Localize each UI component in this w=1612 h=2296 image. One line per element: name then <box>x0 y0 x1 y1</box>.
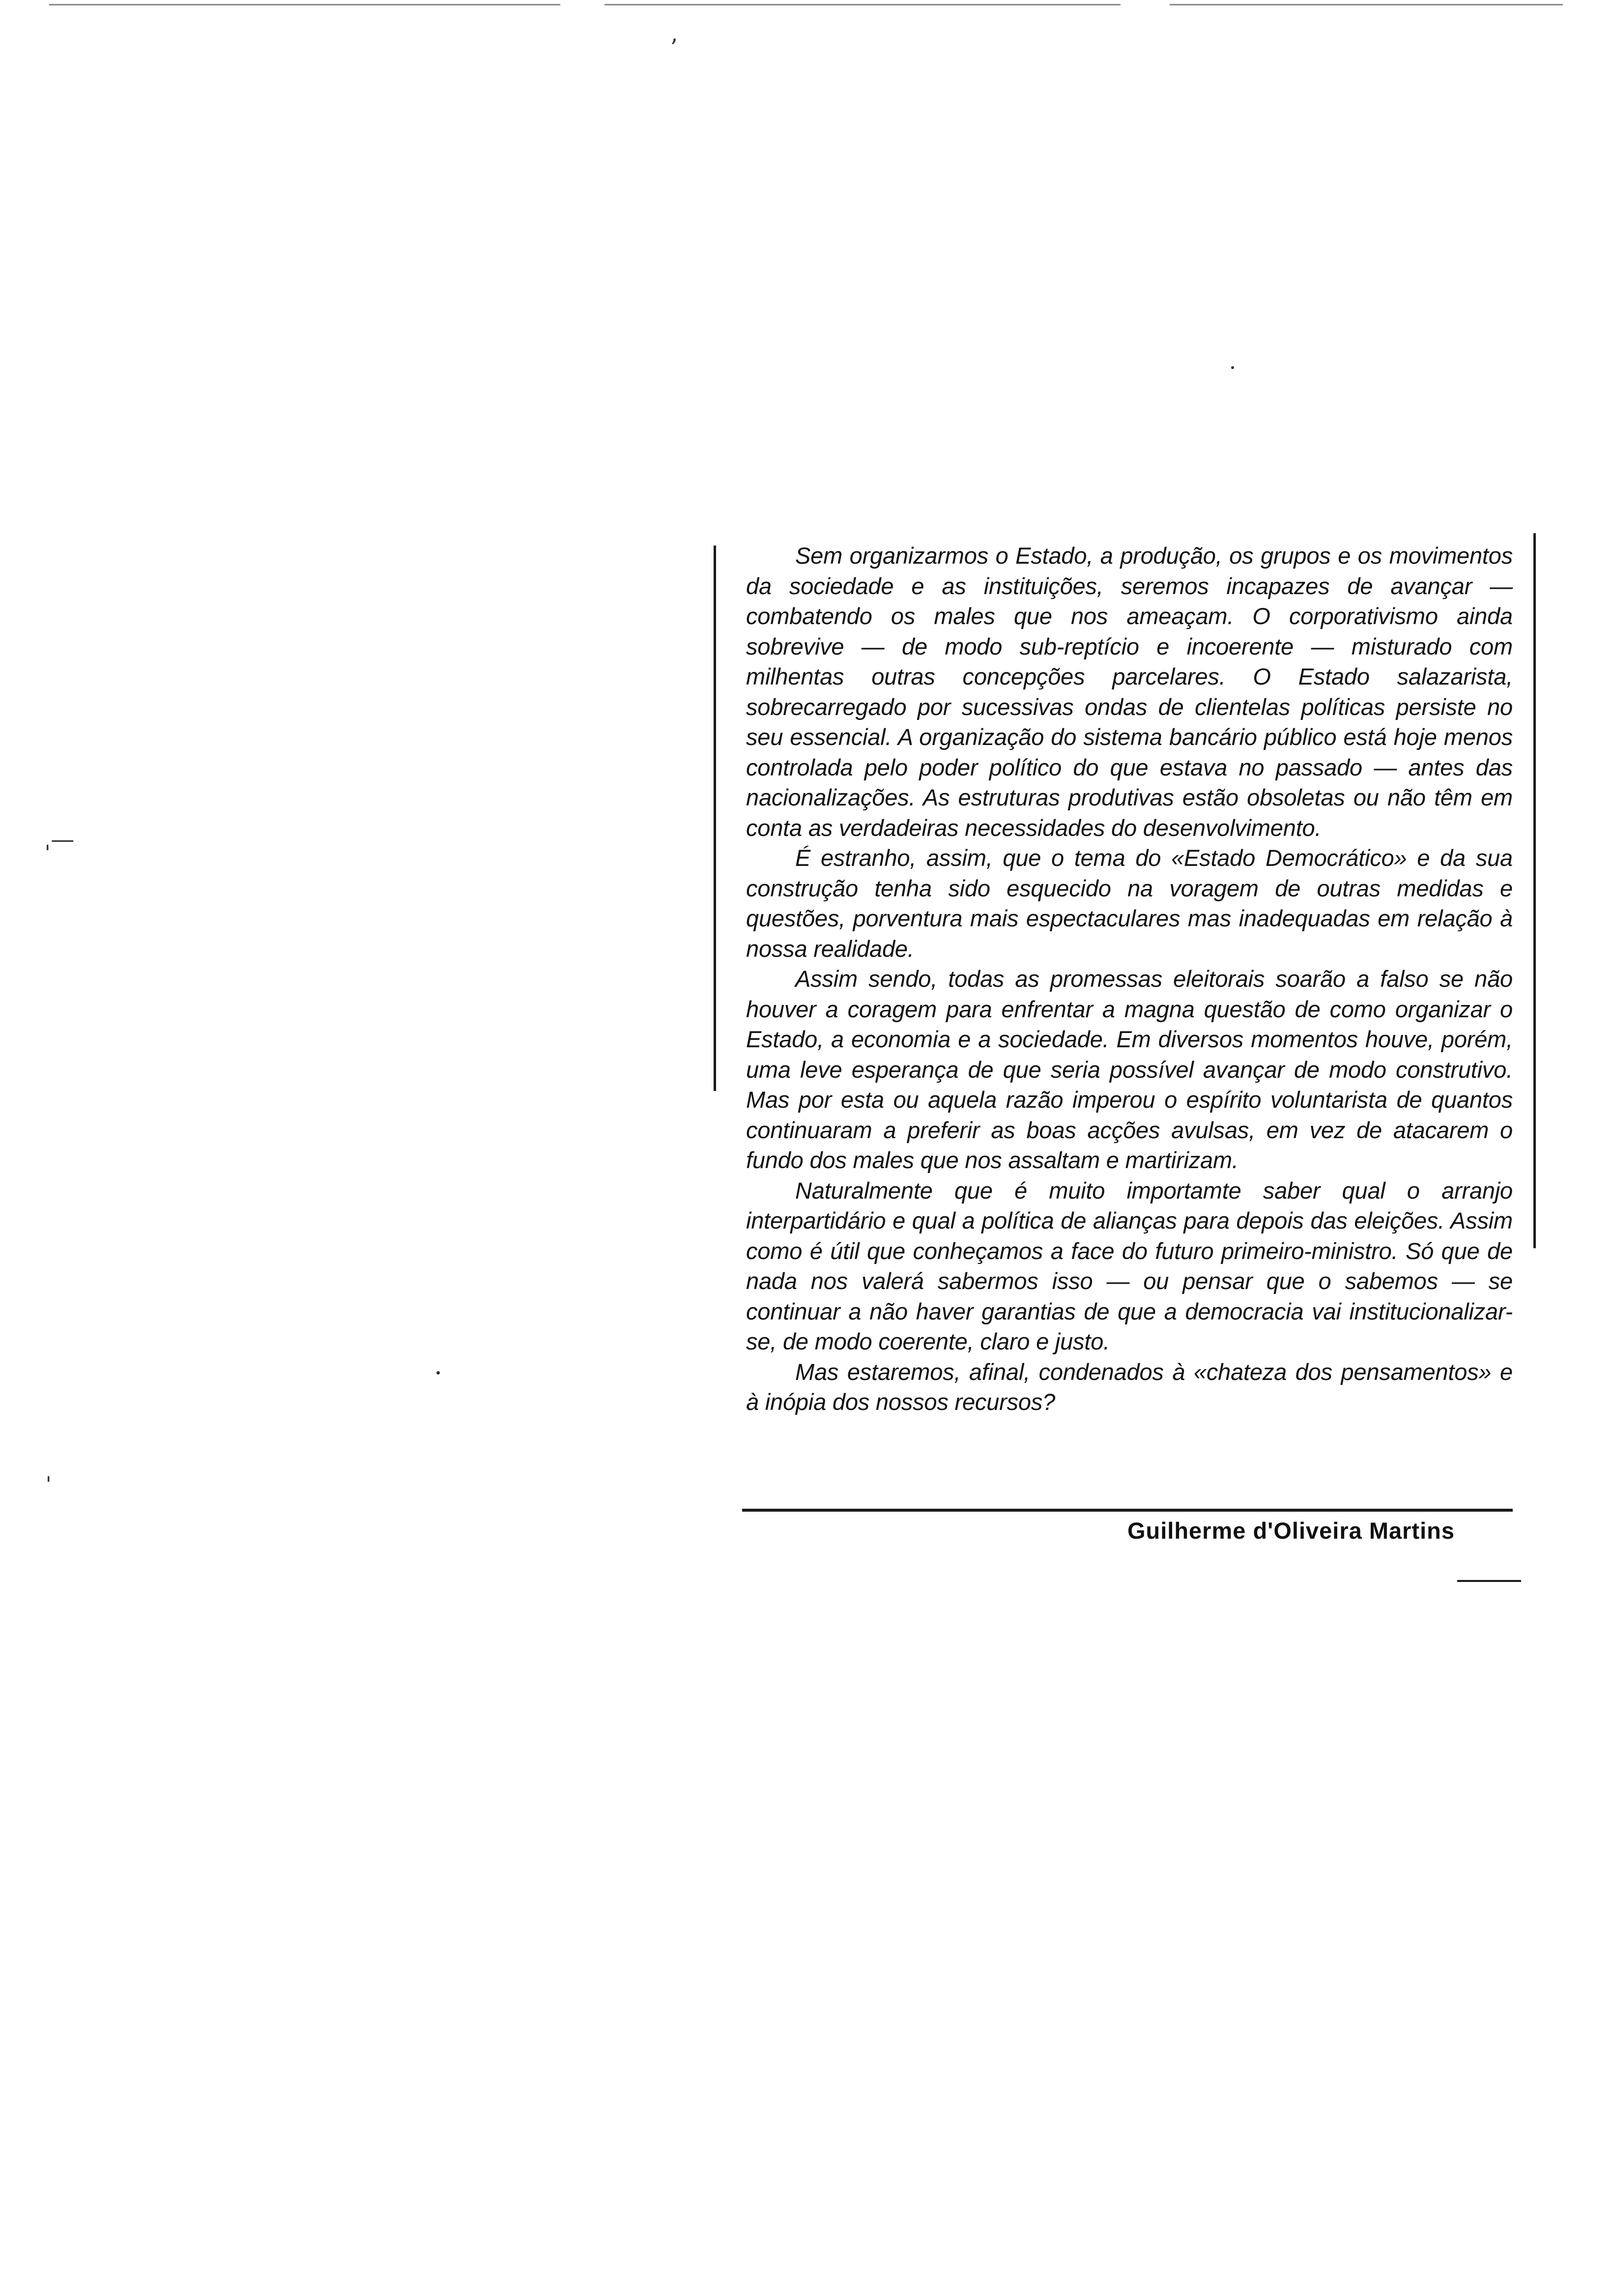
top-rule-left <box>49 4 560 5</box>
article-paragraph: Mas estaremos, afinal, condenados à «chateza dos pensamentos» e à inópia dos nossos recursos? <box>746 1358 1513 1415</box>
article-paragraph: Assim sendo, todas as promessas eleitorais soarão a falso se não houver a coragem para enfrentar a magna questão de como organizar o Estado, a economia e a sociedade. Em diversos momentos houve, porém, uma leve esperança de que seria possível avançar de modo construtivo. Mas por esta ou aquela razão imperou o espírito voluntarista de quantos continuaram a preferir as boas acções avulsas, em vez de atacarem o fundo dos males que nos assaltam e martirizam. <box>746 966 1513 1173</box>
margin-mark-2: ˌ <box>45 1457 52 1485</box>
top-rule-right <box>1170 4 1563 5</box>
article-paragraph: É estranho, assim, que o tema do «Estado Democrático» e da sua construção tenha sido esquecido na voragem de outras medidas e questões, porventura mais espectaculares mas inadequadas em relação à nossa realidade. <box>746 845 1513 962</box>
stray-mark-top: ʼ <box>669 34 677 62</box>
signature-rule <box>742 1509 1513 1512</box>
column-left-border <box>714 545 716 1091</box>
tail-rule <box>1457 1580 1521 1582</box>
speck-2 <box>436 1371 440 1375</box>
margin-mark-1: ˌ— <box>44 826 75 853</box>
speck-1 <box>1231 366 1234 369</box>
top-rule-middle <box>604 4 1121 5</box>
column-right-border <box>1533 533 1536 1248</box>
article-paragraph: Sem organizarmos o Estado, a produção, os grupos e os movimentos da sociedade e as instituições, seremos incapazes de avançar — combatendo os males que nos ameaçam. O corporativismo ainda sobrevive — de modo sub-reptício e incoerente — misturado com milhentas outras concepções parcelares. O Estado salazarista, sobrecarregado por sucessivas ondas de clientelas políticas persiste no seu essencial. A organização do sistema bancário público está hoje menos controlada pelo poder político do que estava no passado — antes das nacionalizações. As estruturas produtivas estão obsoletas ou não têm em conta as verdadeiras necessidades do desenvolvimento. <box>746 543 1513 841</box>
article-body <box>746 541 1513 1417</box>
author-signature: Guilherme d'Oliveira Martins <box>1127 1518 1455 1544</box>
article-paragraph: Naturalmente que é muito importamte saber qual o arranjo interpartidário e qual a política de alianças para depois das eleições. Assim como é útil que conheçamos a face do futuro primeiro-ministro. Só que de nada nos valerá sabermos isso — ou pensar que o sabemos — se continuar a não haver garantias de que a democracia vai institucionalizar-se, de modo coerente, claro e justo. <box>746 1177 1513 1354</box>
